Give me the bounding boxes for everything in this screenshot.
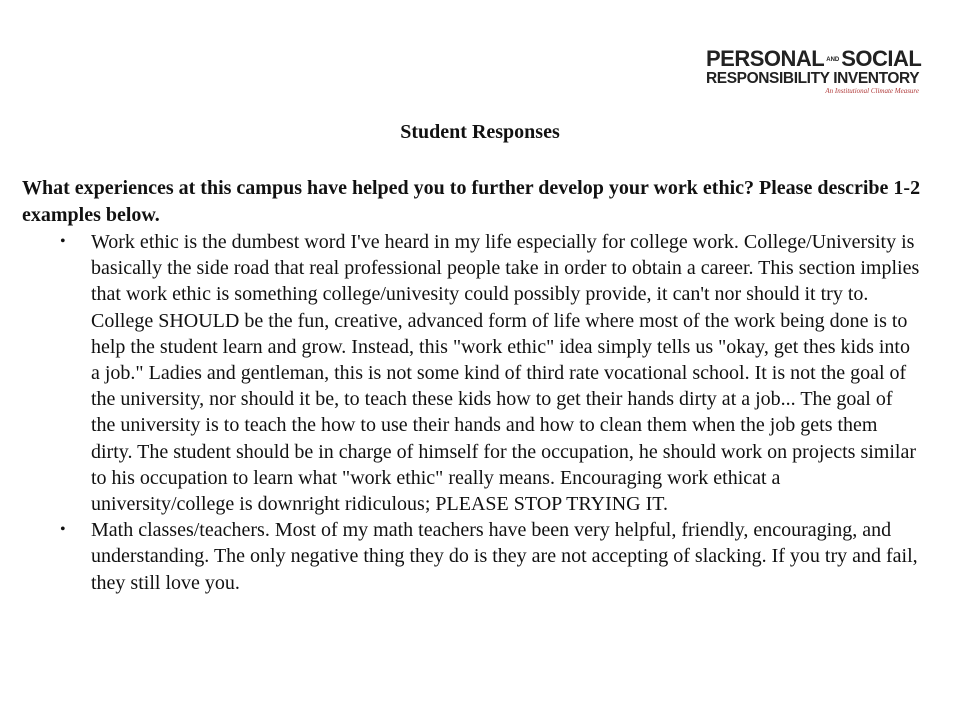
logo-line-1 (706, 48, 921, 70)
psri-logo (706, 48, 921, 95)
bullet-icon: • (60, 233, 66, 250)
logo-word-social: SOCIAL (841, 46, 922, 71)
response-list (0, 229, 960, 596)
page-title: Student Responses (400, 121, 560, 143)
response-item (0, 229, 921, 517)
bullet-icon: • (60, 521, 66, 539)
response-item (0, 517, 921, 596)
response-text: Math classes/teachers. Most of my math teachers have been very helpful, friendly, encouraging, and understanding. The only negative thing they do is they are not accepting of slacking. If you try and fail, they still love you. (91, 519, 918, 594)
response-text: Work ethic is the dumbest word I've heard in my life especially for college work. College/University is basically the side road that real professional people take in order to obtain a career. This section implies that work ethic is something college/univesity could possibly provide, it can't nor should it try to. College SHOULD be the fun, creative, advanced form of life where most of the work being done is to help the student learn and grow. Instead, this "work ethic" idea simply tells us "okay, get thes kids into a job." Ladies and gentleman, this is not some kind of third rate vocational school. It is not the goal of the university, nor should it be, to teach these kids how to get their hands dirty at a job... The goal of the university is to teach the how to use their hands and how to clean them when the job gets them dirty. The student should be in charge of himself for the occupation, he should work on projects similar to his occupation to learn what "work ethic" really means. Encouraging work ethicat a university/college is downright ridiculous; PLEASE STOP TRYING IT. (91, 231, 920, 516)
logo-line-2: RESPONSIBILITY INVENTORY (706, 70, 920, 87)
logo-word-personal: PERSONAL (706, 46, 825, 71)
logo-tagline: An Institutional Climate Measure (825, 86, 919, 95)
survey-question: What experiences at this campus have helped you to further develop your work ethic? Please describe 1-2 examples below. (22, 177, 921, 226)
logo-word-and: AND (826, 57, 840, 64)
